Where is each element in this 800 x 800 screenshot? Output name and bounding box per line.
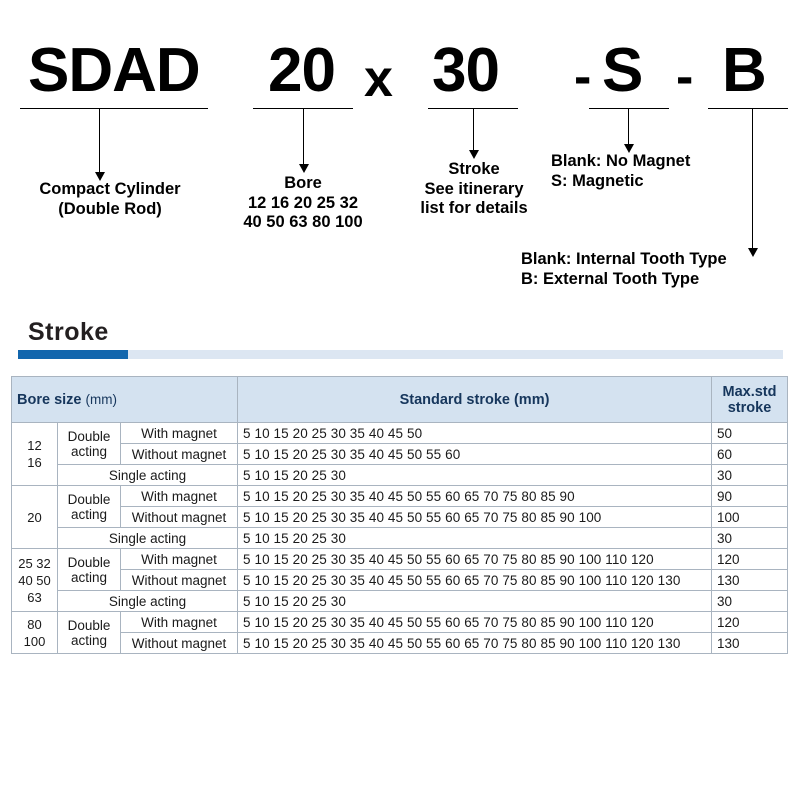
callout-text-tooth-type-option	[521, 250, 791, 289]
callout-stem-bore	[303, 108, 304, 164]
table-row	[12, 486, 788, 507]
column-header-standard-stroke: Standard stroke (mm)	[238, 377, 712, 423]
bore-size-line: 25 32	[18, 555, 51, 571]
standard-stroke-values-cell: 5 10 15 20 25 30 35 40 45 50 55 60	[238, 444, 712, 465]
column-header-bore-size	[12, 377, 238, 423]
standard-stroke-values-cell: 5 10 15 20 25 30 35 40 45 50 55 60 65 70 75 80 85 90 100 110 120	[238, 612, 712, 633]
magnet-option-cell: With magnet	[121, 612, 238, 633]
callout-stem-stroke	[473, 108, 474, 150]
table-row	[12, 465, 788, 486]
magnet-option-cell: With magnet	[121, 423, 238, 444]
magnet-option-cell: Without magnet	[121, 570, 238, 591]
max-std-line1: Max.std	[722, 383, 777, 400]
max-std-stroke-cell: 50	[712, 423, 788, 444]
table-row	[12, 570, 788, 591]
model-code-token-20: 20	[268, 36, 335, 105]
bore-size-line: 100	[23, 633, 46, 649]
callout-text-line: S: Magnetic	[551, 171, 644, 190]
double-acting-cell	[58, 549, 121, 591]
bore-size-cell	[12, 423, 58, 486]
bore-size-cell	[12, 612, 58, 654]
max-std-stroke-cell: 120	[712, 612, 788, 633]
double-acting-line2: acting	[70, 632, 108, 648]
single-acting-cell: Single acting	[58, 591, 238, 612]
magnet-option-cell: With magnet	[121, 486, 238, 507]
accent-bar-dark	[18, 350, 128, 359]
max-std-stroke-cell: 100	[712, 507, 788, 528]
callout-text-line: Stroke	[448, 160, 500, 178]
bore-size-line: 40 50	[18, 572, 51, 588]
table-body	[12, 423, 788, 654]
bore-size-unit: (mm)	[85, 391, 117, 407]
table-row	[12, 612, 788, 633]
callout-text-line: 40 50 63 80 100	[243, 213, 363, 231]
single-acting-cell: Single acting	[58, 528, 238, 549]
table-row	[12, 444, 788, 465]
callout-text-bore	[213, 174, 393, 233]
table-row	[12, 423, 788, 444]
bore-size-line: 20	[27, 509, 42, 525]
model-code-token-30: 30	[432, 36, 499, 105]
callout-underline-compact-cylinder	[20, 108, 208, 109]
callout-text-line: Bore	[284, 174, 322, 192]
max-std-stroke-cell: 90	[712, 486, 788, 507]
magnet-option-cell: With magnet	[121, 549, 238, 570]
standard-stroke-values-cell: 5 10 15 20 25 30 35 40 45 50 55 60 65 70 75 80 85 90 100 110 120 130	[238, 633, 712, 654]
model-code-token-: -	[574, 48, 591, 106]
single-acting-cell: Single acting	[58, 465, 238, 486]
table-row	[12, 528, 788, 549]
bore-size-line: 80	[27, 616, 42, 632]
max-std-line2: stroke	[727, 399, 772, 416]
bore-size-line: 16	[27, 455, 42, 470]
standard-stroke-values-cell: 5 10 15 20 25 30	[238, 591, 712, 612]
standard-stroke-values-cell: 5 10 15 20 25 30	[238, 528, 712, 549]
callout-stem-tooth-type-option	[752, 108, 753, 248]
callout-text-line: 12 16 20 25 32	[247, 193, 359, 212]
model-code-token-s: S	[602, 36, 643, 105]
callout-underline-tooth-type-option	[708, 108, 788, 109]
column-header-max-std-stroke	[712, 377, 788, 423]
max-std-stroke-cell: 130	[712, 633, 788, 654]
callout-text-line: Blank: Internal Tooth Type	[521, 250, 727, 268]
table-row	[12, 591, 788, 612]
callout-text-compact-cylinder	[20, 180, 200, 219]
standard-stroke-values-cell: 5 10 15 20 25 30 35 40 45 50 55 60 65 70 75 80 85 90 100 110 120	[238, 549, 712, 570]
bore-size-cell	[12, 486, 58, 549]
callout-text-line: B: External Tooth Type	[521, 269, 700, 288]
page-title: Stroke	[28, 318, 109, 346]
callout-arrow-bore	[299, 164, 309, 173]
model-code-token-x: x	[364, 50, 392, 108]
standard-stroke-values-cell: 5 10 15 20 25 30 35 40 45 50 55 60 65 70 75 80 85 90	[238, 486, 712, 507]
double-acting-line2: acting	[70, 443, 108, 459]
double-acting-line2: acting	[70, 506, 108, 522]
model-code-diagram	[0, 0, 800, 300]
model-code-token-b: B	[722, 36, 766, 105]
table-header-row	[12, 377, 788, 423]
double-acting-cell	[58, 423, 121, 465]
callout-text-line: Compact Cylinder	[39, 180, 181, 198]
callout-stem-compact-cylinder	[99, 108, 100, 172]
table-row	[12, 507, 788, 528]
bore-size-line: 12	[27, 438, 42, 453]
double-acting-line1: Double	[67, 617, 111, 633]
callout-underline-magnet-option	[589, 108, 669, 109]
double-acting-cell	[58, 486, 121, 528]
magnet-option-cell: Without magnet	[121, 507, 238, 528]
double-acting-line1: Double	[67, 428, 111, 444]
accent-bar-light	[18, 350, 783, 359]
max-std-stroke-cell: 30	[712, 465, 788, 486]
callout-arrow-stroke	[469, 150, 479, 159]
bore-size-cell	[12, 549, 58, 612]
standard-stroke-values-cell: 5 10 15 20 25 30 35 40 45 50 55 60 65 70 75 80 85 90 100	[238, 507, 712, 528]
max-std-stroke-cell: 60	[712, 444, 788, 465]
table-row	[12, 549, 788, 570]
standard-stroke-values-cell: 5 10 15 20 25 30 35 40 45 50	[238, 423, 712, 444]
stroke-table	[11, 376, 788, 654]
callout-text-line: list for details	[420, 199, 528, 217]
double-acting-cell	[58, 612, 121, 654]
magnet-option-cell: Without magnet	[121, 633, 238, 654]
standard-stroke-values-cell: 5 10 15 20 25 30	[238, 465, 712, 486]
double-acting-line2: acting	[70, 569, 108, 585]
max-std-stroke-cell: 130	[712, 570, 788, 591]
double-acting-line1: Double	[67, 554, 111, 570]
bore-size-line: 63	[27, 589, 42, 605]
magnet-option-cell: Without magnet	[121, 444, 238, 465]
callout-text-magnet-option	[551, 152, 751, 191]
double-acting-line1: Double	[67, 491, 111, 507]
model-code-token-: -	[676, 48, 693, 106]
callout-text-line: See itinerary	[424, 179, 524, 198]
table-header	[12, 377, 788, 423]
model-code-token-sdad: SDAD	[28, 36, 200, 105]
max-std-stroke-cell: 30	[712, 528, 788, 549]
callout-text-line: Blank: No Magnet	[551, 152, 691, 170]
max-std-stroke-cell: 30	[712, 591, 788, 612]
table-row	[12, 633, 788, 654]
callout-stem-magnet-option	[628, 108, 629, 144]
callout-text-line: (Double Rod)	[58, 199, 162, 218]
max-std-stroke-cell: 120	[712, 549, 788, 570]
standard-stroke-values-cell: 5 10 15 20 25 30 35 40 45 50 55 60 65 70 75 80 85 90 100 110 120 130	[238, 570, 712, 591]
callout-text-stroke	[400, 160, 548, 219]
bore-size-label: Bore size	[17, 391, 82, 408]
